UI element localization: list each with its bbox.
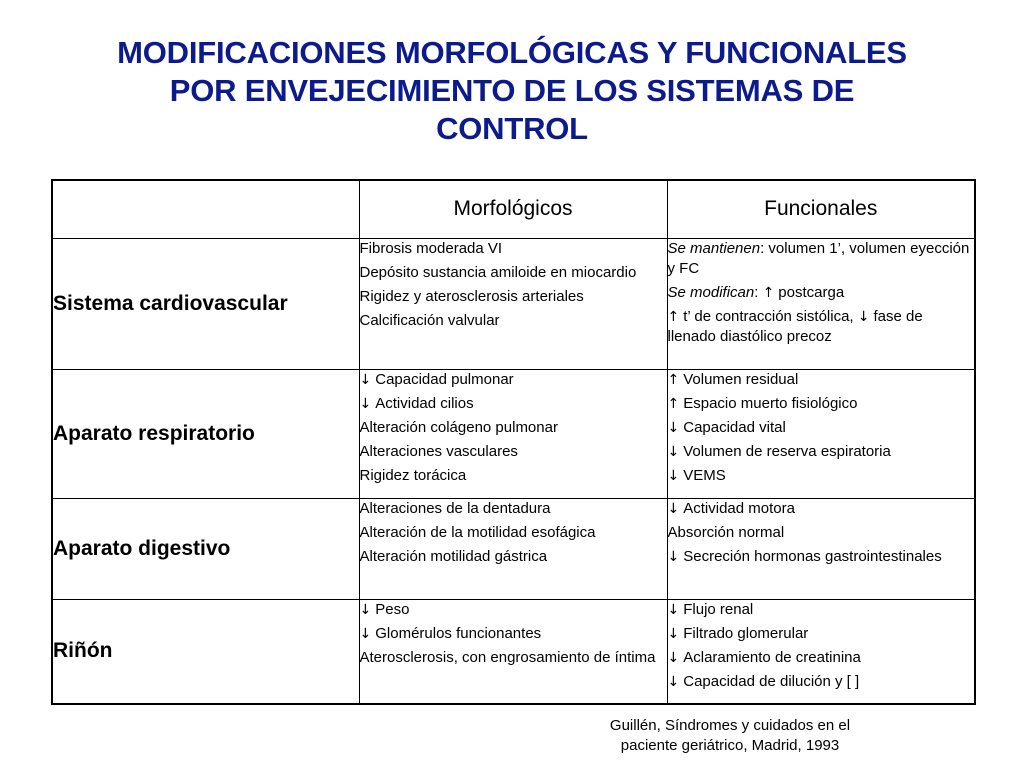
list-item [668, 624, 975, 644]
item-text: Depósito sustancia amiloide en miocardio [359, 263, 637, 281]
morfologicos-cell [359, 599, 667, 704]
down-arrow-icon: ↓ [667, 649, 680, 666]
table-row [52, 369, 975, 498]
down-arrow-icon: ↓ [667, 625, 680, 642]
down-arrow-icon: ↓ [667, 601, 680, 618]
list-item [668, 307, 975, 347]
slide-title-line: MODIFICACIONES MORFOLÓGICAS Y FUNCIONALES [117, 35, 907, 70]
funcionales-cell [667, 599, 975, 704]
item-text: Capacidad de dilución y [ ] [683, 672, 860, 690]
item-emphasis: Se mantienen [667, 239, 761, 257]
item-text: Rigidez y aterosclerosis arteriales [359, 287, 584, 305]
item-text: Rigidez torácica [359, 466, 467, 484]
item-text: Espacio muerto fisiológico [683, 394, 858, 412]
item-text: Flujo renal [683, 600, 754, 618]
morfologicos-cell [359, 498, 667, 599]
list-item [668, 600, 975, 620]
list-item [360, 442, 667, 462]
list-item [668, 394, 975, 414]
system-name: Aparato digestivo [52, 498, 359, 599]
table-header-row [52, 180, 975, 238]
item-text: Capacidad vital [683, 418, 786, 436]
morfologicos-cell [359, 369, 667, 498]
table-row [52, 238, 975, 369]
slide-title-line: CONTROL [436, 111, 588, 146]
citation-line: paciente geriátrico, Madrid, 1993 [620, 737, 840, 754]
item-text: : volumen 1’, volumen eyección y FC [667, 239, 970, 277]
system-name: Sistema cardiovascular [52, 238, 359, 369]
down-arrow-icon: ↓ [667, 548, 680, 565]
list-item [360, 499, 667, 519]
system-name: Riñón [52, 599, 359, 704]
funcionales-cell [667, 369, 975, 498]
item-text: Alteración motilidad gástrica [359, 547, 548, 565]
morfologicos-cell [359, 238, 667, 369]
item-text: Aclaramiento de creatinina [683, 648, 861, 666]
item-text: postcarga [778, 283, 845, 301]
citation [560, 716, 900, 756]
down-arrow-icon: ↓ [857, 308, 870, 325]
item-text: VEMS [683, 466, 726, 484]
funcionales-cell [667, 238, 975, 369]
item-text: : [754, 283, 763, 301]
item-text: fase de llenado diastólico precoz [667, 307, 923, 345]
down-arrow-icon: ↓ [667, 500, 680, 517]
header-funcionales: Funcionales [667, 180, 975, 238]
up-arrow-icon: ↑ [667, 371, 680, 388]
item-text: Volumen de reserva espiratoria [683, 442, 891, 460]
list-item [668, 547, 975, 567]
list-item [668, 523, 975, 543]
item-text: Secreción hormonas gastrointestinales [683, 547, 942, 565]
down-arrow-icon: ↓ [667, 419, 680, 436]
list-item [668, 370, 975, 390]
up-arrow-icon: ↑ [762, 284, 775, 301]
item-text: Actividad motora [683, 499, 795, 517]
item-text: t’ de contracción sistólica, [683, 307, 858, 325]
list-item [360, 466, 667, 486]
list-item [360, 239, 667, 259]
item-text: Volumen residual [683, 370, 799, 388]
item-text: Capacidad pulmonar [375, 370, 514, 388]
down-arrow-icon: ↓ [667, 673, 680, 690]
slide-title-line: POR ENVEJECIMIENTO DE LOS SISTEMAS DE [169, 73, 855, 108]
list-item [360, 648, 667, 668]
list-item [360, 600, 667, 620]
down-arrow-icon: ↓ [667, 467, 680, 484]
funcionales-cell [667, 498, 975, 599]
table-row [52, 599, 975, 704]
down-arrow-icon: ↓ [359, 395, 372, 412]
item-text: Glomérulos funcionantes [375, 624, 542, 642]
list-item [360, 624, 667, 644]
item-text: Alteraciones vasculares [359, 442, 518, 460]
item-text: Calcificación valvular [359, 311, 500, 329]
down-arrow-icon: ↓ [667, 443, 680, 460]
item-text: Actividad cilios [375, 394, 474, 412]
item-text: Alteraciones de la dentadura [359, 499, 551, 517]
list-item [360, 287, 667, 307]
item-text: Aterosclerosis, con engrosamiento de íntima [359, 648, 656, 666]
list-item [668, 239, 975, 279]
down-arrow-icon: ↓ [359, 371, 372, 388]
list-item [360, 311, 667, 331]
list-item [668, 418, 975, 438]
list-item [668, 672, 975, 692]
list-item [668, 648, 975, 668]
aging-changes-table [51, 179, 976, 705]
slide-title [40, 34, 984, 148]
up-arrow-icon: ↑ [667, 395, 680, 412]
system-name: Aparato respiratorio [52, 369, 359, 498]
item-text: Fibrosis moderada VI [359, 239, 503, 257]
list-item [668, 283, 975, 303]
item-text: Alteración colágeno pulmonar [359, 418, 558, 436]
list-item [360, 394, 667, 414]
item-text: Absorción normal [667, 523, 785, 541]
up-arrow-icon: ↑ [667, 308, 680, 325]
list-item [360, 263, 667, 283]
item-text: Peso [375, 600, 410, 618]
list-item [668, 466, 975, 486]
header-morfologicos: Morfológicos [359, 180, 667, 238]
citation-line: Guillén, Síndromes y cuidados en el [609, 717, 851, 734]
item-emphasis: Se modifican [667, 283, 755, 301]
list-item [360, 370, 667, 390]
down-arrow-icon: ↓ [359, 625, 372, 642]
list-item [668, 499, 975, 519]
list-item [360, 418, 667, 438]
item-text: Alteración de la motilidad esofágica [359, 523, 596, 541]
list-item [360, 547, 667, 567]
table-row [52, 498, 975, 599]
item-text: Filtrado glomerular [683, 624, 809, 642]
list-item [360, 523, 667, 543]
list-item [668, 442, 975, 462]
down-arrow-icon: ↓ [359, 601, 372, 618]
header-cell-empty [52, 180, 359, 238]
